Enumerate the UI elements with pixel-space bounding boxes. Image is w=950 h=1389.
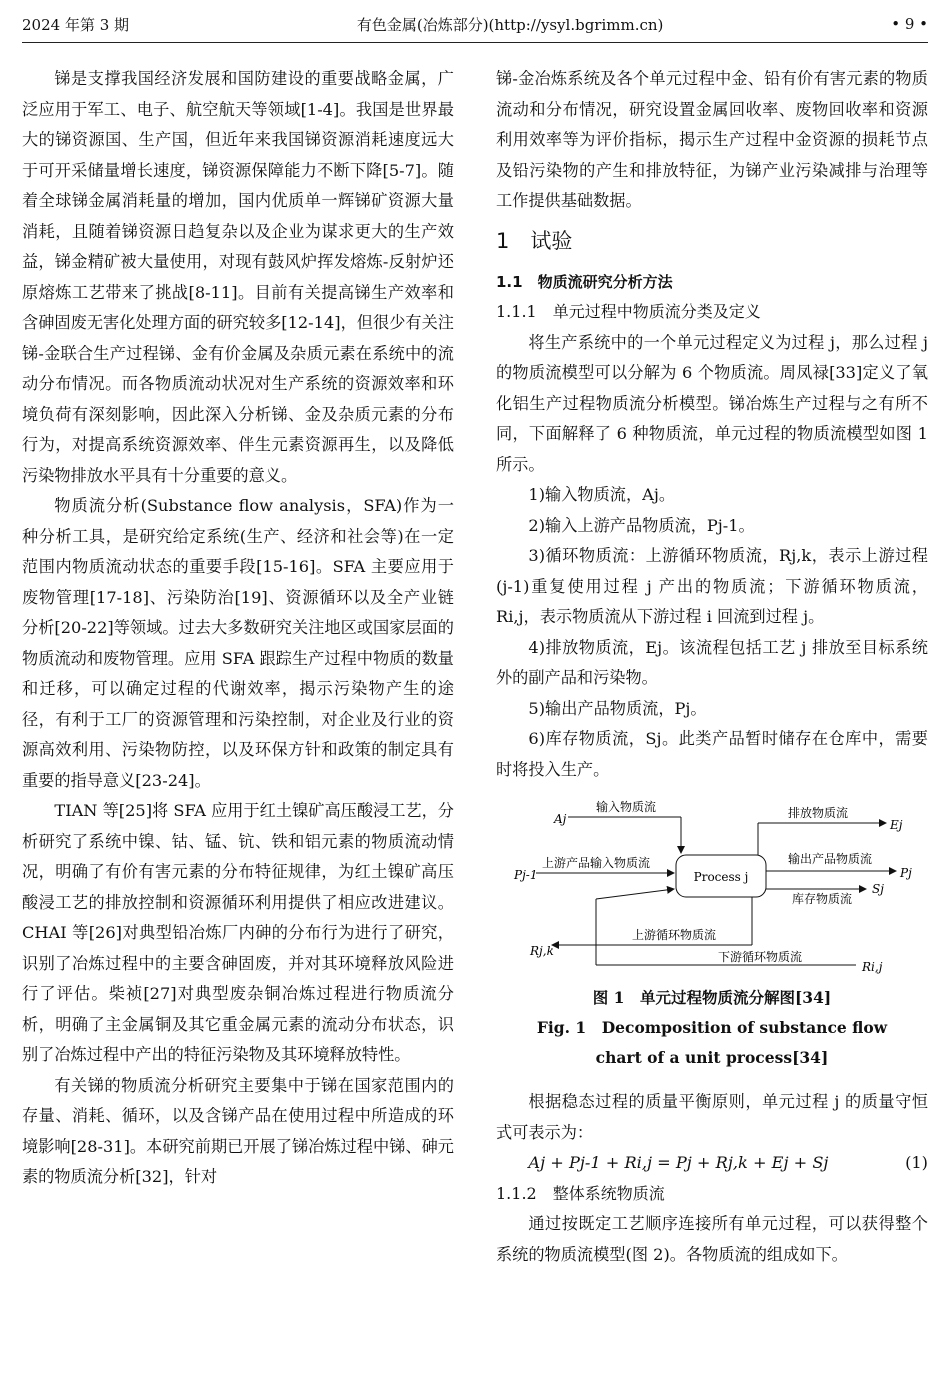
paragraph: 锑是支撑我国经济发展和国防建设的重要战略金属，广泛应用于军工、电子、航空航天等领域[1-4]。我国是世界最大的锑资源国、生产国，但近年来我国锑资源消耗速度远大于可开采储量增长速度，锑资源保障能力不断下降[5-7]。随着全球锑金属消耗量的增加，国内优质单一辉锑矿资源大量消耗，且随着锑资源日趋复杂以及企业为谋求更大的生产效益，锑金精矿被大量使用，对现有鼓风炉挥发熔炼-反射炉还原熔炼工艺带来了挑战[8-11]。目前有关提高锑生产效率和含砷固废无害化处理方面的研究较多[12-14]，但很少有关注锑-金联合生产过程锑、金有价金属及杂质元素在系统中的流动分布情况。而各物质流动状况对生产系统的资源效率和环境负荷有深刻影响，因此深入分析锑、金及杂质元素的分布行为，对提高系统资源效率、伴生元素资源再生，以及降低污染物排放水平具有十分重要的意义。: [22, 69, 454, 485]
list-item: 1)输入物质流，Aj。: [528, 485, 676, 504]
paragraph: 根据稳态过程的质量平衡原则，单元过程 j 的质量守恒式可表示为：: [496, 1092, 928, 1142]
equation-number: (1): [905, 1153, 928, 1172]
subsection-heading: 1.1 物质流研究分析方法: [496, 272, 673, 291]
paragraph: 锑-金冶炼系统及各个单元过程中金、铅有价有害元素的物质流动和分布情况，研究设置金属回收率、废物回收率和资源利用效率等为评价指标，揭示生产过程中金资源的损耗节点及铅污染物的产生和排放特征，为锑产业污染减排与治理等工作提供基础数据。: [496, 69, 928, 210]
list-item: 3)循环物质流：上游循环物质流，Rj,k，表示上游过程(j-1)重复使用过程 j 产出的物质流；下游循环物质流，Ri,j，表示物质流从下游过程 i 回流到过程 j。: [496, 546, 928, 626]
label-Sj: Sj: [872, 882, 884, 896]
list-item: 5)输出产品物质流，Pj。: [528, 698, 707, 718]
subsubsection-heading: 1.1.1 单元过程中物质流分类及定义: [496, 302, 761, 321]
flow-diagram-svg: [496, 793, 928, 983]
stock-label: 库存物质流: [792, 892, 853, 906]
list-item: 2)输入上游产品物质流，Pj-1。: [528, 515, 755, 535]
upstream-input-label: 上游产品输入物质流: [542, 856, 651, 870]
label-Aj: Aj: [554, 812, 567, 826]
subsubsection-heading: 1.1.2 整体系统物质流: [496, 1183, 665, 1203]
journal-title: 有色金属(冶炼部分)(http://ysyl.bgrimm.cn): [356, 15, 664, 34]
process-label: Process j: [693, 870, 749, 884]
figure-1-diagram: [496, 793, 928, 983]
down-recycle-arrow: [596, 889, 674, 899]
right-column: [496, 64, 928, 1270]
issue-label: 2024 年第 3 期: [22, 15, 130, 34]
paragraph: 通过按既定工艺顺序连接所有单元过程，可以获得整个系统的物质流模型(图 2)。各物质流的组成如下。: [496, 1214, 928, 1264]
list-item: 6)库存物质流，Sj。此类产品暂时储存在仓库中，需要时将投入生产。: [496, 729, 928, 779]
figure-caption-en-2: chart of a unit process[34]: [595, 1048, 829, 1067]
paragraph: 有关锑的物质流分析研究主要集中于锑在国家范围内的存量、消耗、循环，以及含锑产品在使用过程中所造成的环境影响[28-31]。本研究前期已开展了锑冶炼过程中锑、砷元素的物质流分析[32]，针对: [22, 1075, 454, 1186]
section-heading: 1 试验: [496, 228, 573, 253]
left-column: [22, 64, 454, 1193]
emission-label: 排放物质流: [788, 806, 849, 820]
label-Rij: Ri,j: [862, 960, 883, 974]
paragraph: TIAN 等[25]将 SFA 应用于红土镍矿高压酸浸工艺，分析研究了系统中镍、钴、锰、钪、铁和铝元素的物质流动情况，明确了有价有害元素的分布特征规律，为红土镍矿高压酸浸工艺的排放控制和资源循环利用提供了相应改进建议。CHAI 等[26]对典型铅冶炼厂内砷的分布行为进行了研究，识别了冶炼过程中的主要含砷固废，并对其环境释放风险进行了评估。柴祯[27]对典型废杂铜冶炼过程进行物质流分析，明确了主金属铜及其它重金属元素的流动分布状态，识别了冶炼过程中产出的特征污染物及其环境释放特性。: [22, 801, 454, 1064]
label-Pj-1: Pj-1: [514, 868, 538, 882]
equation-1: [496, 1148, 928, 1179]
up-recycle-label: 上游循环物质流: [632, 928, 717, 942]
page-number: • 9 •: [891, 15, 928, 33]
paragraph: 将生产系统中的一个单元过程定义为过程 j，那么过程 j 的物质流模型可以分解为 6 个物质流。周凤禄[33]定义了氧化铝生产过程物质流分析模型。锑冶炼生产过程与之有所不同，下面解释了 6 种物质流，单元过程的物质流模型如图 1 所示。: [496, 332, 928, 474]
output-label: 输出产品物质流: [788, 852, 873, 866]
paragraph: 物质流分析(Substance flow analysis，SFA)作为一种分析工具，是研究给定系统(生产、经济和社会等)在一定范围内物质流动状态的重要手段[15-16]。SFA 主要应用于废物管理[17-18]、污染防治[19]、资源循环以及全产业链分析[20-22]等领域。过去大多数研究关注地区或国家层面的物质流动和废物管理。应用 SFA 跟踪生产过程中物质的数量和迁移，可以确定过程的代谢效率，揭示污染物产生的途径，有利于工厂的资源管理和污染控制，对企业及行业的资源高效利用、污染物防控，以及环保方针和政策的制定具有重要的指导意义[23-24]。: [22, 496, 454, 790]
label-Rjk: Rj,k: [530, 944, 554, 958]
input-label: 输入物质流: [596, 800, 657, 814]
list-item: 4)排放物质流，Ej。该流程包括工艺 j 排放至目标系统外的副产品和污染物。: [496, 637, 928, 687]
page-header: [22, 12, 928, 36]
label-Ej: Ej: [890, 818, 903, 832]
header-rule: [22, 42, 928, 43]
figure-caption-en-1: Fig. 1 Decomposition of substance flow: [536, 1018, 888, 1037]
label-Pj: Pj: [900, 866, 912, 880]
down-recycle-label: 下游循环物质流: [718, 950, 803, 964]
figure-caption-cn: 图 1 单元过程物质流分解图[34]: [592, 988, 832, 1007]
equation-body: Aj + Pj-1 + Ri,j = Pj + Rj,k + Ej + Sj: [528, 1153, 829, 1172]
